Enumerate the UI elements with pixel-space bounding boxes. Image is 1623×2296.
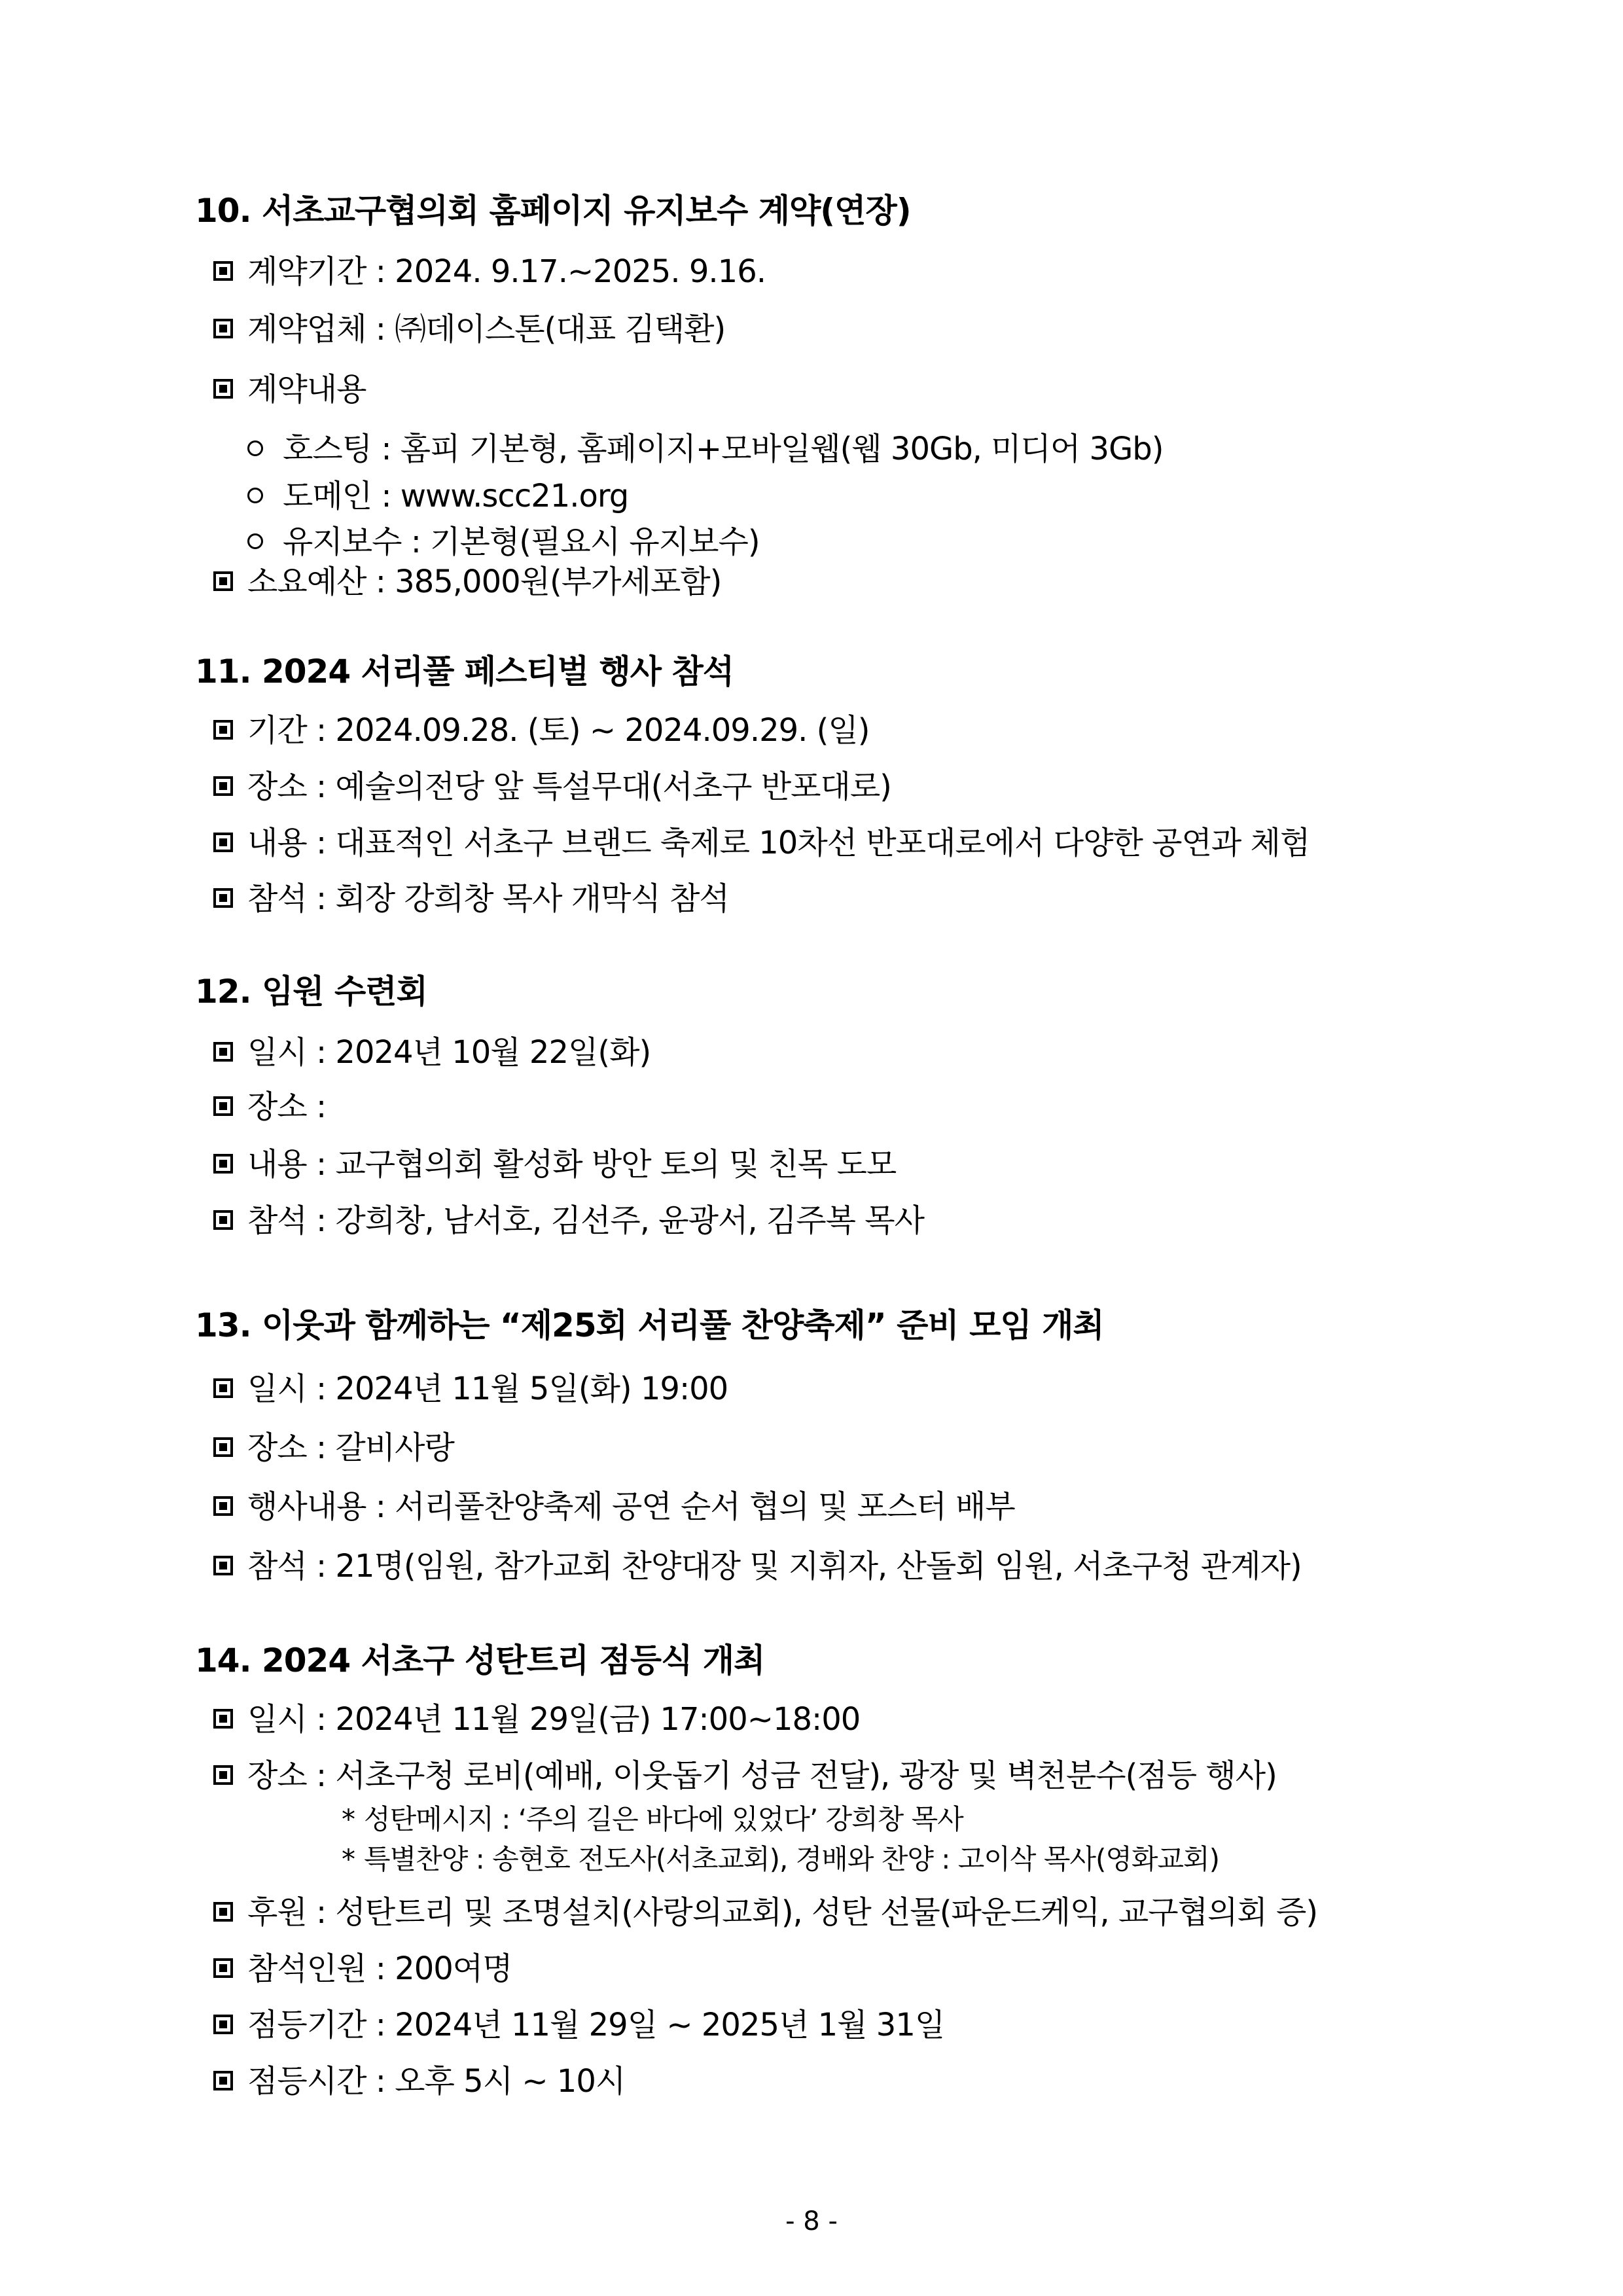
item-text: 특별찬양 : 송현호 전도사(서초교회), 경배와 찬양 : 고이삭 목사(영화교회)	[364, 1843, 1220, 1875]
list-item	[213, 559, 721, 605]
square-bullet-icon	[213, 1437, 233, 1457]
item-text: 일시 : 2024년 10월 22일(화)	[247, 1034, 651, 1071]
list-item	[213, 1753, 1277, 1799]
square-bullet-icon	[213, 1765, 233, 1785]
list-item	[213, 2058, 625, 2104]
item-text: 참석 : 회장 강희창 목사 개막식 참석	[247, 880, 729, 917]
square-bullet-icon	[213, 571, 233, 591]
list-item	[213, 1198, 924, 1244]
item-text: 호스팅 : 홈피 기본형, 홈페이지+모바일웹(웹 30Gb, 미디어 3Gb)	[283, 431, 1164, 467]
list-item	[213, 1141, 896, 1187]
item-text: 참석 : 21명(임원, 참가교회 찬양대장 및 지휘자, 산돌회 임원, 서초구청 관계자)	[247, 1548, 1302, 1585]
asterisk-marker: *	[342, 1803, 355, 1835]
list-item	[213, 306, 725, 352]
square-bullet-icon	[213, 1902, 233, 1922]
item-text: 점등시간 : 오후 5시 ~ 10시	[247, 2063, 626, 2100]
square-bullet-icon	[213, 2015, 233, 2034]
sub-list-item	[247, 519, 760, 565]
item-text: 일시 : 2024년 11월 5일(화) 19:00	[247, 1371, 728, 1407]
item-text: 성탄메시지 : ‘주의 길은 바다에 있었다’ 강희창 목사	[364, 1803, 963, 1835]
list-item	[213, 1084, 326, 1130]
circle-bullet-icon	[247, 488, 263, 503]
item-text: 계약업체 : ㈜데이스톤(대표 김택환)	[247, 311, 726, 348]
list-item	[213, 2002, 944, 2048]
item-text: 내용 : 교구협의회 활성화 방안 토의 및 친목 도모	[247, 1146, 897, 1183]
list-item	[213, 1890, 1317, 1935]
list-item	[213, 1484, 1015, 1530]
item-text: 일시 : 2024년 11월 29일(금) 17:00~18:00	[247, 1701, 861, 1738]
item-text: 장소 : 예술의전당 앞 특설무대(서초구 반포대로)	[247, 768, 891, 805]
list-item	[213, 876, 729, 922]
item-text: 참석 : 강희창, 남서호, 김선주, 윤광서, 김주복 목사	[247, 1202, 925, 1239]
list-item	[213, 708, 870, 753]
note-item	[342, 1837, 1219, 1882]
square-bullet-icon	[213, 1958, 233, 1978]
square-bullet-icon	[213, 1096, 233, 1116]
item-text: 유지보수 : 기본형(필요시 유지보수)	[283, 524, 760, 560]
item-text: 행사내용 : 서리풀찬양축제 공연 순서 협의 및 포스터 배부	[247, 1488, 1015, 1525]
section-heading: 14. 2024 서초구 성탄트리 점등식 개최	[195, 1641, 765, 1679]
section-heading: 13. 이웃과 함께하는 “제25회 서리풀 찬양축제” 준비 모임 개최	[195, 1306, 1104, 1344]
item-text: 점등기간 : 2024년 11월 29일 ~ 2025년 1월 31일	[247, 2007, 945, 2043]
section-heading: 10. 서초교구협의회 홈페이지 유지보수 계약(연장)	[195, 192, 911, 230]
list-item	[213, 764, 891, 810]
square-bullet-icon	[213, 776, 233, 796]
item-text: 장소 :	[247, 1088, 327, 1125]
item-text: 참석인원 : 200여명	[247, 1950, 512, 1987]
item-text: 도메인 : www.scc21.org	[283, 478, 629, 514]
list-item	[213, 1366, 728, 1412]
square-bullet-icon	[213, 1556, 233, 1575]
square-bullet-icon	[213, 1042, 233, 1062]
list-item	[213, 1543, 1302, 1589]
sub-list-item	[247, 426, 1163, 472]
list-item	[213, 1696, 860, 1742]
item-text: 내용 : 대표적인 서초구 브랜드 축제로 10차선 반포대로에서 다양한 공연과 체험	[247, 825, 1310, 861]
square-bullet-icon	[213, 1154, 233, 1174]
square-bullet-icon	[213, 1378, 233, 1398]
square-bullet-icon	[213, 1210, 233, 1230]
circle-bullet-icon	[247, 440, 263, 456]
section-heading: 11. 2024 서리풀 페스티벌 행사 참석	[195, 653, 734, 691]
square-bullet-icon	[213, 261, 233, 281]
item-text: 계약기간 : 2024. 9.17.~2025. 9.16.	[247, 253, 766, 290]
page-number: - 8 -	[785, 2206, 838, 2236]
square-bullet-icon	[213, 319, 233, 338]
list-item	[213, 1946, 512, 1992]
item-text: 계약내용	[247, 371, 366, 408]
square-bullet-icon	[213, 720, 233, 740]
item-text: 소요예산 : 385,000원(부가세포함)	[247, 564, 722, 600]
item-text: 장소 : 갈비사랑	[247, 1429, 454, 1466]
square-bullet-icon	[213, 1496, 233, 1516]
square-bullet-icon	[213, 888, 233, 908]
item-text: 후원 : 성탄트리 및 조명설치(사랑의교회), 성탄 선물(파운드케익, 교구협의회 증)	[247, 1894, 1318, 1931]
list-item	[213, 249, 766, 295]
list-item	[213, 1030, 651, 1075]
item-text: 장소 : 서초구청 로비(예배, 이웃돕기 성금 전달), 광장 및 벽천분수(점등 행사)	[247, 1757, 1277, 1794]
square-bullet-icon	[213, 1709, 233, 1729]
list-item	[213, 1425, 454, 1471]
sub-list-item	[247, 473, 628, 519]
square-bullet-icon	[213, 379, 233, 399]
asterisk-marker: *	[342, 1843, 355, 1875]
circle-bullet-icon	[247, 533, 263, 549]
square-bullet-icon	[213, 833, 233, 852]
list-item	[213, 367, 366, 412]
item-text: 기간 : 2024.09.28. (토) ~ 2024.09.29. (일)	[247, 712, 870, 749]
list-item	[213, 820, 1310, 866]
section-heading: 12. 임원 수련회	[195, 973, 427, 1011]
square-bullet-icon	[213, 2071, 233, 2090]
note-item	[342, 1797, 963, 1842]
